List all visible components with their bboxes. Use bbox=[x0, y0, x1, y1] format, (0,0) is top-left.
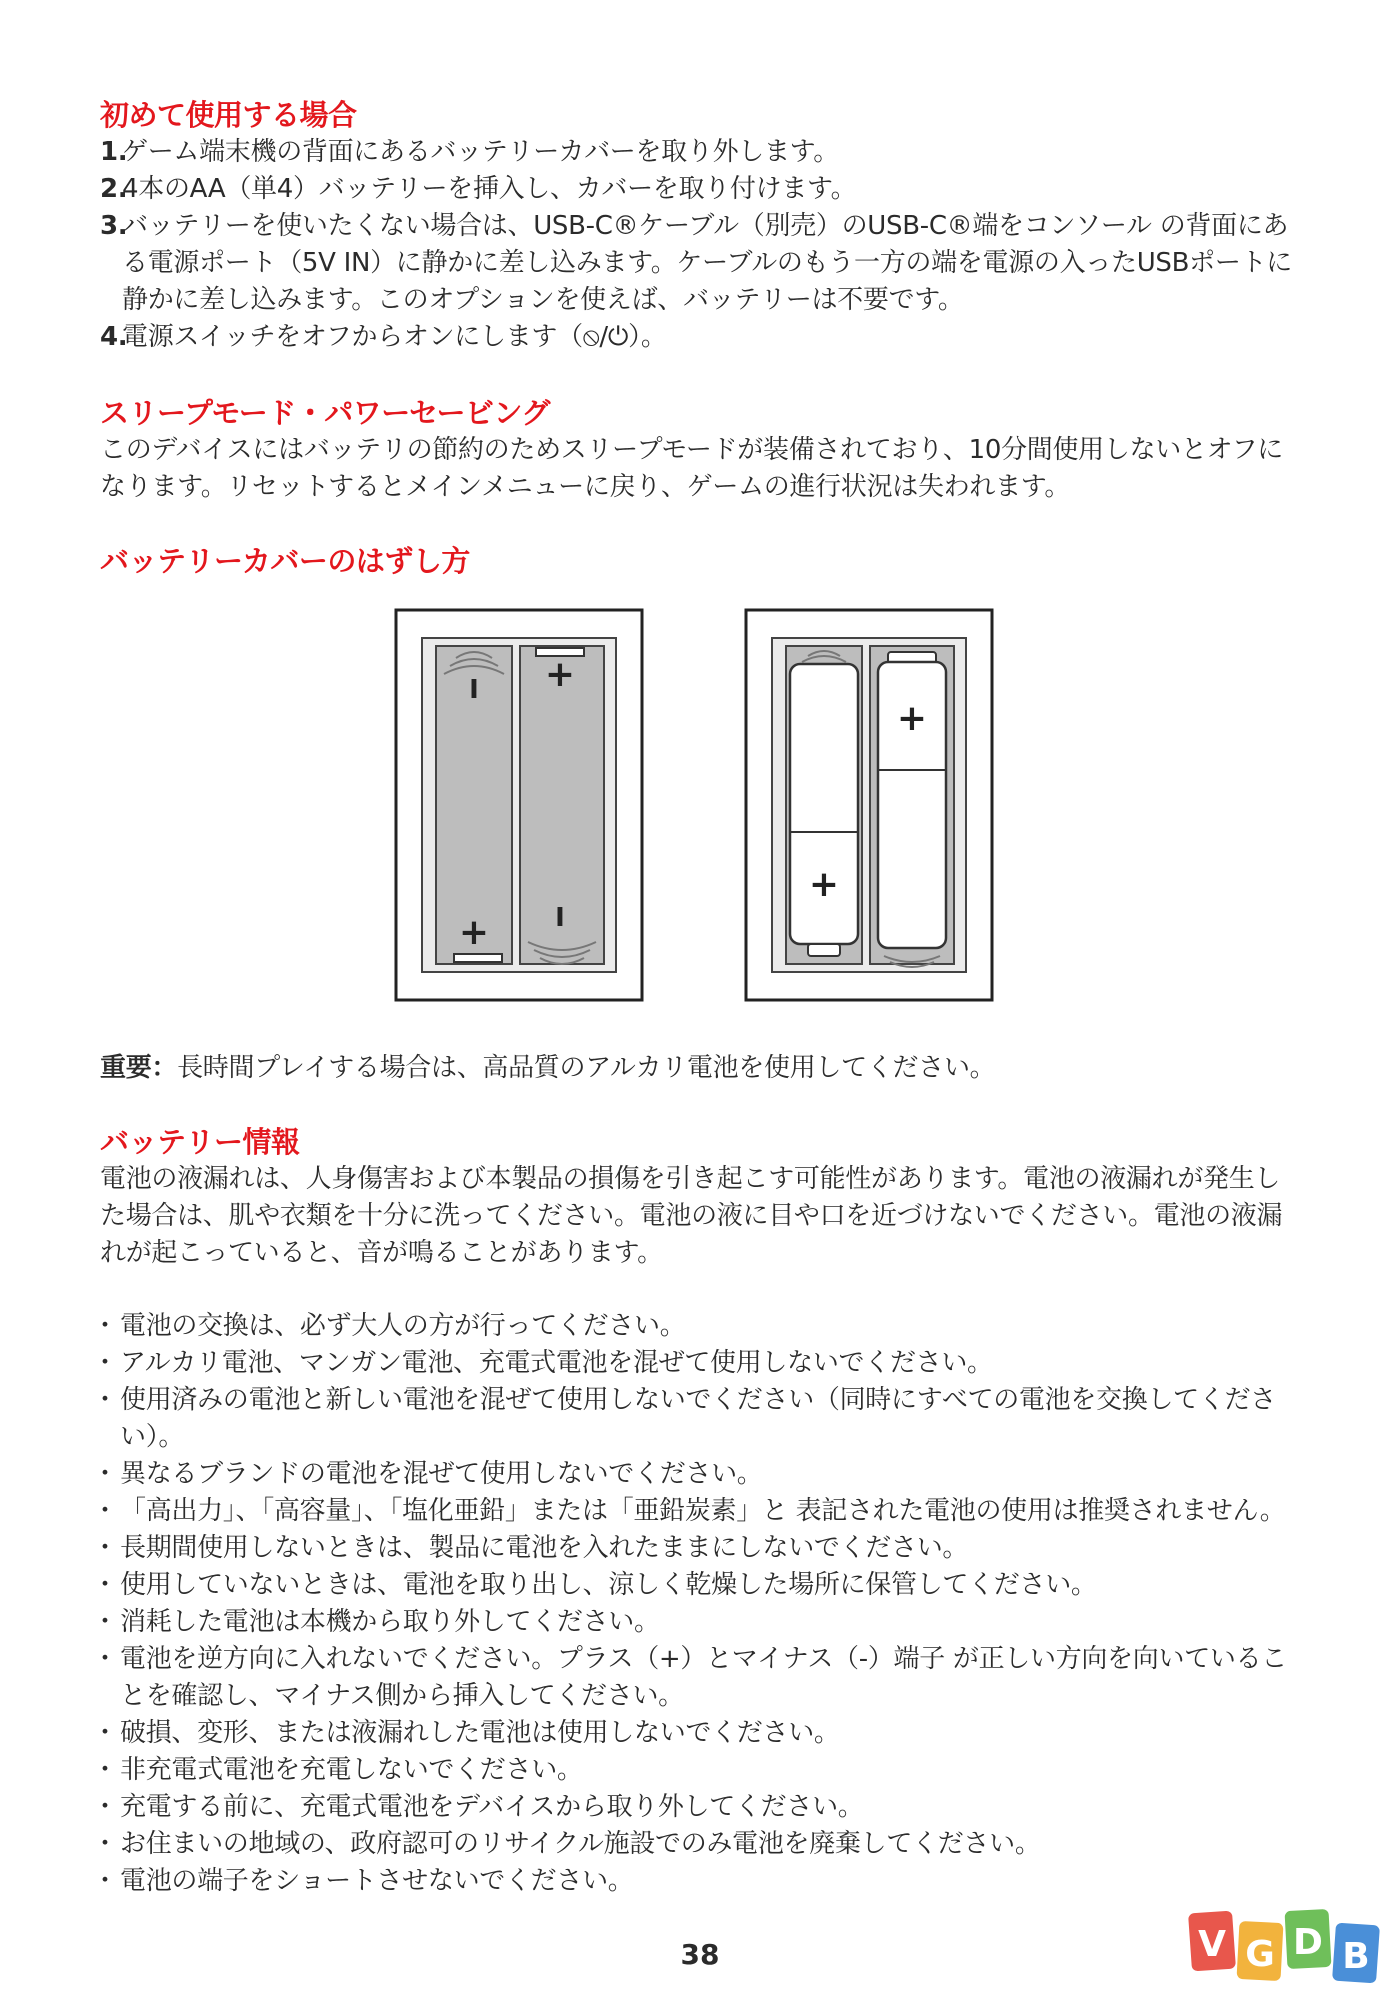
contact-plate bbox=[454, 954, 502, 962]
step-item bbox=[100, 171, 1300, 208]
logo-letter: G bbox=[1245, 1934, 1275, 1975]
empty-compartment bbox=[396, 610, 642, 1000]
first-use-section bbox=[100, 96, 1300, 356]
list-item: ・ 異なるブランドの電池を混ぜて使用しないでください。 bbox=[100, 1456, 1300, 1493]
important-note bbox=[100, 1050, 1300, 1087]
logo-letter: B bbox=[1342, 1936, 1370, 1977]
logo-tile-b bbox=[1332, 1923, 1380, 1984]
step-number: 4. bbox=[100, 322, 128, 352]
step-number: 2. bbox=[100, 174, 128, 204]
battery-info-heading: バッテリー情報 bbox=[100, 1125, 300, 1159]
battery-compartment-illustration bbox=[100, 602, 1300, 1042]
step-text: バッテリーを使いたくない場合は、USB-C®ケーブル（別売）のUSB-C®端をコンソール の背面にある電源ポート（5V IN）に静かに差し込みます。ケーブルのもう一方の端を電源の入ったUSBポートに静かに差し込みます。このオプションを使えば、バッテリーは不要です。 bbox=[122, 211, 1292, 315]
plus-mark: + bbox=[808, 864, 840, 905]
step-text: ゲーム端末機の背面にあるバッテリーカバーを取り外します。 bbox=[122, 137, 840, 167]
logo-tile-g bbox=[1237, 1921, 1284, 1981]
battery-icon bbox=[878, 652, 946, 948]
battery-warnings-list bbox=[100, 1308, 1300, 1900]
step-number: 1. bbox=[100, 137, 128, 167]
step-text: 電源スイッチをオフからオンにします（⦸/⏻）。 bbox=[122, 322, 667, 352]
logo-tile-v bbox=[1188, 1911, 1236, 1972]
list-item: ・ 長期間使用しないときは、製品に電池を入れたままにしないでください。 bbox=[100, 1530, 1300, 1567]
step-text: 4本のAA（単4）バッテリーを挿入し、カバーを取り付けます。 bbox=[122, 174, 857, 204]
vgdb-logo bbox=[1188, 1908, 1388, 1988]
filled-compartment bbox=[746, 610, 992, 1000]
page-number: 38 bbox=[680, 1938, 720, 1971]
list-item: ・ 充電する前に、充電式電池をデバイスから取り外してください。 bbox=[100, 1789, 1300, 1826]
sleep-mode-heading: スリープモード・パワーセービング bbox=[100, 396, 550, 430]
sleep-mode-section bbox=[100, 394, 1300, 506]
battery-info-text: 電池の液漏れは、人身傷害および本製品の損傷を引き起こす可能性があります。電池の液漏れが発生した場合は、肌や衣類を十分に洗ってください。電池の液に目や口を近づけないでください。電池の液漏れが起こっていると、音が鳴ることがあります。 bbox=[100, 1164, 1283, 1268]
battery-diagram bbox=[100, 602, 1300, 1042]
logo-letter: V bbox=[1198, 1924, 1226, 1965]
logo-tile-d bbox=[1285, 1909, 1332, 1969]
step-item bbox=[100, 208, 1300, 319]
logo-letter: D bbox=[1293, 1922, 1323, 1963]
list-item: ・ 使用していないときは、電池を取り出し、涼しく乾燥した場所に保管してください。 bbox=[100, 1567, 1300, 1604]
list-item: ・ 使用済みの電池と新しい電池を混ぜて使用しないでください（同時にすべての電池を交換してください）。 bbox=[100, 1382, 1300, 1456]
step-item bbox=[100, 134, 1300, 171]
list-item: ・ 電池を逆方向に入れないでください。プラス（+）とマイナス（-）端子 が正しい方向を向いていることを確認し、マイナス側から挿入してください。 bbox=[100, 1641, 1300, 1715]
plus-mark: + bbox=[544, 654, 576, 695]
step-number: 3. bbox=[100, 211, 128, 241]
list-item: ・ 電池の端子をショートさせないでください。 bbox=[100, 1863, 1300, 1900]
minus-mark: I bbox=[555, 903, 565, 933]
plus-mark: + bbox=[896, 698, 928, 739]
list-item: ・ アルカリ電池、マンガン電池、充電式電池を混ぜて使用しないでください。 bbox=[100, 1345, 1300, 1382]
list-item: ・ 破損、変形、または液漏れした電池は使用しないでください。 bbox=[100, 1715, 1300, 1752]
plus-mark: + bbox=[458, 912, 490, 953]
first-use-steps bbox=[100, 134, 1300, 356]
list-item: ・ 電池の交換は、必ず大人の方が行ってください。 bbox=[100, 1308, 1300, 1345]
step-item bbox=[100, 319, 1300, 356]
battery-cover-section bbox=[100, 542, 1300, 1087]
list-item: ・ 「高出力」、「高容量」、「塩化亜鉛」または「亜鉛炭素」と 表記された電池の使用は推奨されません。 bbox=[100, 1493, 1300, 1530]
list-item: ・ 消耗した電池は本機から取り外してください。 bbox=[100, 1604, 1300, 1641]
important-text: 長時間プレイする場合は、高品質のアルカリ電池を使用してください。 bbox=[177, 1053, 996, 1083]
sleep-mode-text: このデバイスにはバッテリの節約のためスリープモードが装備されており、10分間使用しないとオフになります。リセットするとメインメニューに戻り、ゲームの進行状況は失われます。 bbox=[100, 435, 1284, 502]
battery-info-section bbox=[100, 1123, 1300, 1900]
first-use-heading: 初めて使用する場合 bbox=[100, 98, 357, 132]
list-item: ・ 非充電式電池を充電しないでください。 bbox=[100, 1752, 1300, 1789]
battery-icon bbox=[790, 664, 858, 956]
battery-cover-heading: バッテリーカバーのはずし方 bbox=[100, 544, 470, 578]
manual-page bbox=[100, 96, 1300, 1900]
list-item: ・ お住まいの地域の、政府認可のリサイクル施設でのみ電池を廃棄してください。 bbox=[100, 1826, 1300, 1863]
minus-mark: I bbox=[469, 675, 479, 705]
important-label: 重要： bbox=[100, 1053, 178, 1083]
